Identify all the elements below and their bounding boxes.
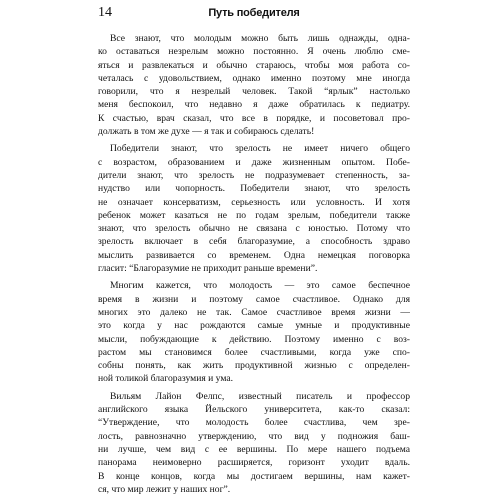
body-text [98,32,410,500]
text-line: ся, что мир лежит у наших ног”. [98,483,231,495]
text-line: должать в том же духе — я так и собираюсь сделать! [98,126,315,138]
paragraph [98,142,410,275]
text-line: гласит: “Благоразумие не приходит раньше времени”. [98,263,318,275]
page-number: 14 [98,5,112,20]
paragraph [98,32,410,138]
text-line: Многим кажется, что молодость — это самое беспечное [110,280,410,292]
text-line: мыслить развивается со временем. Одна немецкая поговорка [98,249,410,261]
text-line: мысли, побуждающие к действию. Поэтому именно с воз- [98,333,410,345]
text-line: ной толикой благоразумия и ума. [98,373,233,385]
text-line: Вильям Лайон Фелпс, известный писатель и профессор [110,390,410,402]
text-line: Победители знают, что зрелость не имеет ничего общего [110,143,410,155]
text-line: собны понять, как жить продуктивной жизнью с определен- [98,360,410,372]
text-line: многих это далеко не так. Самое счастливое время жизни — [98,306,410,318]
text-line: зрелость включает в себя благоразумие, а способность здраво [98,236,410,248]
text-line: ни лучше, чем вид с ее вершины. По мере нашего подъема [98,443,410,455]
text-line: это когда у нас рождаются самые умные и продуктивные [98,320,410,332]
text-line: лость, равнозначно утверждению, что вид у подножия баш- [98,430,410,442]
text-line: время в жизни и поэтому самое счастливое. Однако для [98,293,410,305]
text-line: ко оставаться незрелым можно постоянно. Я очень люблю сме- [98,46,410,58]
text-line: ребенок может казаться не по годам зрелым, победители также [98,209,410,221]
text-line: Все знают, что молодым можно быть лишь однажды, одна- [110,33,410,44]
page-header [98,6,410,20]
text-line: дители знают, что зрелость не подразумевает степенность, за- [98,169,410,181]
text-line: растом мы становимся более счастливыми, когда уже спо- [98,346,410,358]
text-line: “Утверждение, что молодость более счастлива, чем зре- [98,417,410,429]
running-title: Путь победителя [208,7,300,19]
text-line: меня беспокоил, что недавно я даже обратилась к педиатру. [98,99,410,111]
text-line: яться и развлекаться и обычно стараюсь, чтобы моя работа со- [98,59,410,71]
text-line: четалась с удовольствием, однако именно поэтому мне иногда [98,72,410,84]
text-line: панорама неимоверно расширяется, горизонт уходит вдаль. [98,457,410,469]
paragraph [98,390,410,496]
text-line: с возрастом, образованием и даже жизненным опытом. Побе- [98,156,410,168]
text-line: В конце концов, когда мы достигаем вершины, нам кажет- [98,470,410,482]
text-line: не означает консерватизм, серьезность или условность. И хотя [98,196,410,208]
text-line: говорили, что я незрелый человек. Такой “ярлык” настолько [98,86,410,98]
paragraph [98,279,410,385]
text-line: знают, что зрелость обычно не связана с юностью. Потому что [98,223,410,235]
text-line: К счастью, врач сказал, что все в порядке, и посоветовал про- [98,112,410,124]
text-line: нудство или чопорность. Победители знают, что зрелость [98,183,410,195]
text-line: английского языка Йельского университета, как-то сказал: [98,404,410,416]
